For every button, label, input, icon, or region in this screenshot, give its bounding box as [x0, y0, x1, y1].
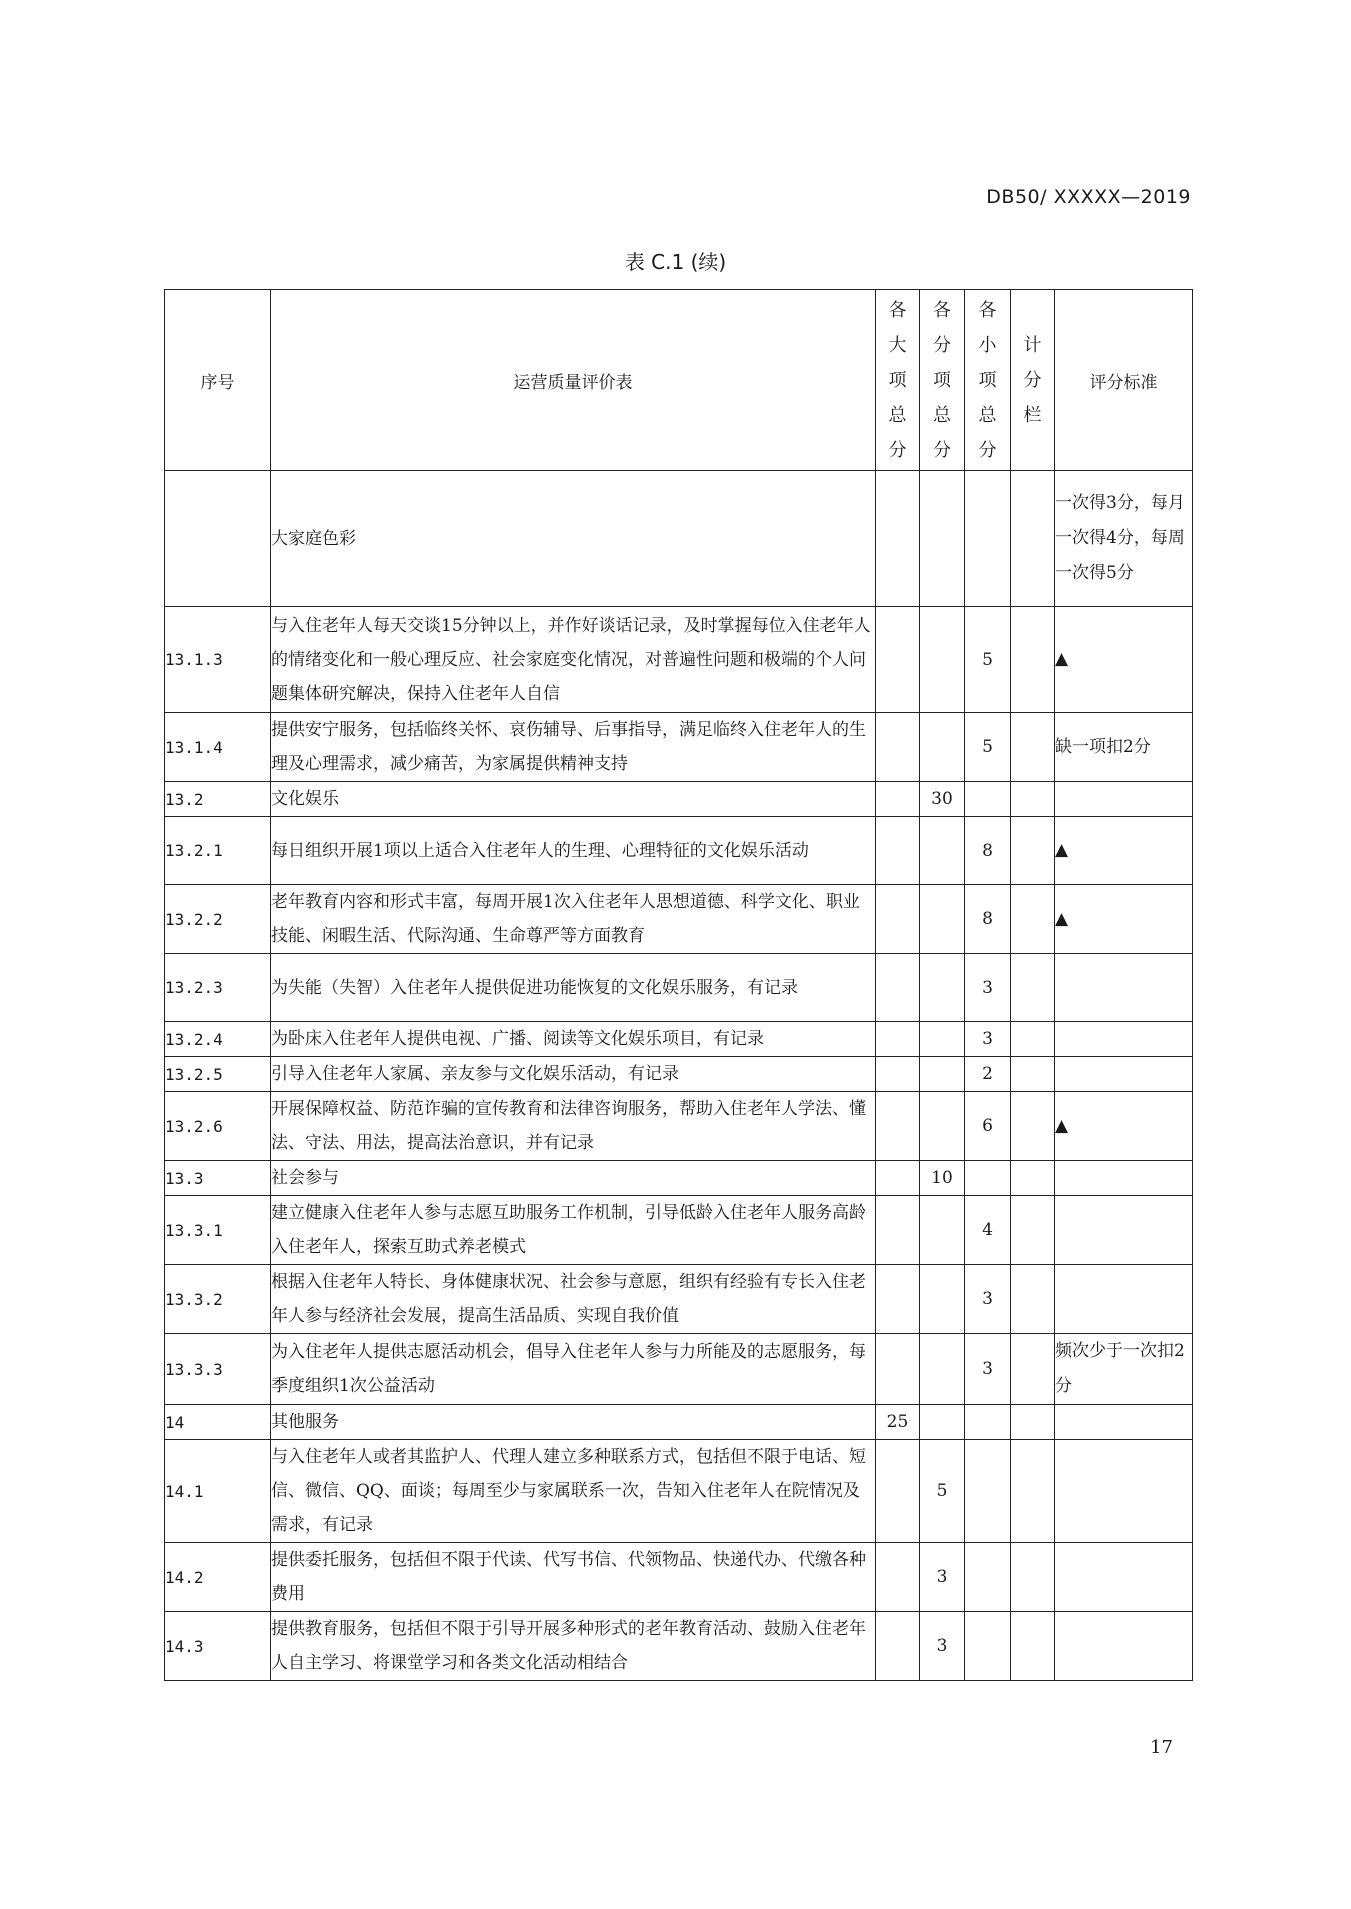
- row-standard-cell: [1055, 1543, 1193, 1612]
- row-standard-cell: [1055, 1440, 1193, 1543]
- table-row: [165, 1543, 1193, 1612]
- table-title: 表 C.1 (续): [624, 250, 727, 274]
- header-item: 运营质量评价表: [271, 290, 876, 471]
- row-number-cell: 14.1: [165, 1440, 271, 1543]
- header-no: 序号: [165, 290, 271, 471]
- row-sub-total-cell: [920, 713, 965, 782]
- table-row: [165, 954, 1193, 1022]
- table-row: [165, 1161, 1193, 1196]
- row-small-total-cell: [965, 471, 1011, 607]
- row-small-total-cell: [965, 1543, 1011, 1612]
- row-score-cell: [1011, 1092, 1055, 1161]
- row-small-total-cell: 6: [965, 1092, 1011, 1161]
- row-score-cell: [1011, 885, 1055, 954]
- row-small-total-cell: 3: [965, 1334, 1011, 1405]
- row-number-cell: 13.2.1: [165, 817, 271, 885]
- row-small-total-cell: [965, 1440, 1011, 1543]
- row-item-cell: 大家庭色彩: [271, 471, 876, 607]
- row-sub-total-cell: 30: [920, 782, 965, 817]
- row-small-total-cell: 5: [965, 713, 1011, 782]
- row-sub-total-cell: 3: [920, 1543, 965, 1612]
- row-sub-total-cell: [920, 471, 965, 607]
- row-score-cell: [1011, 1022, 1055, 1057]
- row-score-cell: [1011, 1196, 1055, 1265]
- row-standard-cell: [1055, 1161, 1193, 1196]
- table-row: [165, 471, 1193, 607]
- row-item-cell: 文化娱乐: [271, 782, 876, 817]
- row-sub-total-cell: [920, 885, 965, 954]
- row-big-total-cell: [876, 817, 920, 885]
- row-small-total-cell: 3: [965, 1265, 1011, 1334]
- row-number-cell: 14: [165, 1405, 271, 1440]
- row-small-total-cell: 3: [965, 954, 1011, 1022]
- row-number-cell: 13.2.4: [165, 1022, 271, 1057]
- row-standard-cell: [1055, 782, 1193, 817]
- row-item-cell: 提供安宁服务，包括临终关怀、哀伤辅导、后事指导，满足临终入住老年人的生理及心理需求，减少痛苦，为家属提供精神支持: [271, 713, 876, 782]
- table-header-row: [165, 290, 1193, 471]
- row-standard-cell: ▲: [1055, 817, 1193, 885]
- row-number-cell: [165, 471, 271, 607]
- row-item-cell: 为卧床入住老年人提供电视、广播、阅读等文化娱乐项目，有记录: [271, 1022, 876, 1057]
- row-item-cell: 与入住老年人每天交谈15分钟以上，并作好谈话记录，及时掌握每位入住老年人的情绪变化和一般心理反应、社会家庭变化情况，对普遍性问题和极端的个人问题集体研究解决，保持入住老年人自信: [271, 607, 876, 713]
- table-row: [165, 817, 1193, 885]
- row-big-total-cell: [876, 782, 920, 817]
- row-standard-cell: [1055, 1265, 1193, 1334]
- row-small-total-cell: 8: [965, 817, 1011, 885]
- header-score-column: [1011, 290, 1055, 471]
- row-big-total-cell: [876, 1022, 920, 1057]
- row-standard-cell: 频次少于一次扣2分: [1055, 1334, 1193, 1405]
- evaluation-table: [164, 289, 1193, 1681]
- row-sub-total-cell: [920, 1334, 965, 1405]
- header-score-label: 计分栏: [1023, 334, 1042, 426]
- row-big-total-cell: [876, 713, 920, 782]
- row-score-cell: [1011, 471, 1055, 607]
- row-standard-cell: [1055, 1196, 1193, 1265]
- row-standard-cell: ▲: [1055, 885, 1193, 954]
- table-row: [165, 713, 1193, 782]
- row-sub-total-cell: [920, 1022, 965, 1057]
- row-item-cell: 社会参与: [271, 1161, 876, 1196]
- row-item-cell: 老年教育内容和形式丰富，每周开展1次入住老年人思想道德、科学文化、职业技能、闲暇生活、代际沟通、生命尊严等方面教育: [271, 885, 876, 954]
- row-sub-total-cell: 3: [920, 1612, 965, 1681]
- row-small-total-cell: 4: [965, 1196, 1011, 1265]
- row-small-total-cell: 2: [965, 1057, 1011, 1092]
- table-row: [165, 1612, 1193, 1681]
- row-number-cell: 13.3.1: [165, 1196, 271, 1265]
- row-score-cell: [1011, 1334, 1055, 1405]
- header-small-total: [965, 290, 1011, 471]
- row-item-cell: 建立健康入住老年人参与志愿互助服务工作机制，引导低龄入住老年人服务高龄入住老年人，探索互助式养老模式: [271, 1196, 876, 1265]
- row-item-cell: 为失能（失智）入住老年人提供促进功能恢复的文化娱乐服务，有记录: [271, 954, 876, 1022]
- header-sub-total: [920, 290, 965, 471]
- row-small-total-cell: 3: [965, 1022, 1011, 1057]
- row-score-cell: [1011, 713, 1055, 782]
- row-big-total-cell: 25: [876, 1405, 920, 1440]
- table-row: [165, 1057, 1193, 1092]
- row-standard-cell: [1055, 954, 1193, 1022]
- row-score-cell: [1011, 1543, 1055, 1612]
- row-number-cell: 13.2.3: [165, 954, 271, 1022]
- row-big-total-cell: [876, 1265, 920, 1334]
- header-standard: 评分标准: [1055, 290, 1193, 471]
- row-item-cell: 其他服务: [271, 1405, 876, 1440]
- row-item-cell: 为入住老年人提供志愿活动机会，倡导入住老年人参与力所能及的志愿服务，每季度组织1次公益活动: [271, 1334, 876, 1405]
- row-big-total-cell: [876, 1161, 920, 1196]
- row-standard-cell: 缺一项扣2分: [1055, 713, 1193, 782]
- row-sub-total-cell: [920, 1196, 965, 1265]
- row-score-cell: [1011, 782, 1055, 817]
- row-score-cell: [1011, 1612, 1055, 1681]
- row-big-total-cell: [876, 1440, 920, 1543]
- row-number-cell: 14.3: [165, 1612, 271, 1681]
- table-row: [165, 782, 1193, 817]
- row-score-cell: [1011, 817, 1055, 885]
- row-big-total-cell: [876, 1092, 920, 1161]
- row-small-total-cell: 5: [965, 607, 1011, 713]
- row-small-total-cell: [965, 1161, 1011, 1196]
- row-item-cell: 引导入住老年人家属、亲友参与文化娱乐活动，有记录: [271, 1057, 876, 1092]
- row-small-total-cell: [965, 1405, 1011, 1440]
- row-score-cell: [1011, 1440, 1055, 1543]
- row-score-cell: [1011, 954, 1055, 1022]
- header-small-total-label: 各小项总分: [978, 299, 997, 461]
- row-score-cell: [1011, 1405, 1055, 1440]
- row-item-cell: 与入住老年人或者其监护人、代理人建立多种联系方式，包括但不限于电话、短信、微信、QQ、面谈；每周至少与家属联系一次，告知入住老年人在院情况及需求，有记录: [271, 1440, 876, 1543]
- row-big-total-cell: [876, 1057, 920, 1092]
- table-row: [165, 1022, 1193, 1057]
- row-standard-cell: [1055, 1612, 1193, 1681]
- row-standard-cell: ▲: [1055, 1092, 1193, 1161]
- row-number-cell: 14.2: [165, 1543, 271, 1612]
- table-row: [165, 1440, 1193, 1543]
- row-item-cell: 提供委托服务，包括但不限于代读、代写书信、代领物品、快递代办、代缴各种费用: [271, 1543, 876, 1612]
- table-row: [165, 1196, 1193, 1265]
- header-sub-total-label: 各分项总分: [933, 299, 951, 461]
- row-item-cell: 开展保障权益、防范诈骗的宣传教育和法律咨询服务，帮助入住老年人学法、懂法、守法、用法，提高法治意识，并有记录: [271, 1092, 876, 1161]
- row-score-cell: [1011, 1265, 1055, 1334]
- row-number-cell: 13.2: [165, 782, 271, 817]
- row-sub-total-cell: [920, 1057, 965, 1092]
- row-big-total-cell: [876, 1334, 920, 1405]
- header-big-total-label: 各大项总分: [888, 299, 907, 461]
- row-number-cell: 13.1.4: [165, 713, 271, 782]
- row-small-total-cell: 8: [965, 885, 1011, 954]
- row-item-cell: 提供教育服务，包括但不限于引导开展多种形式的老年教育活动、鼓励入住老年人自主学习、将课堂学习和各类文化活动相结合: [271, 1612, 876, 1681]
- row-standard-cell: [1055, 1405, 1193, 1440]
- table-row: [165, 607, 1193, 713]
- row-big-total-cell: [876, 885, 920, 954]
- row-small-total-cell: [965, 1612, 1011, 1681]
- row-big-total-cell: [876, 1196, 920, 1265]
- row-sub-total-cell: [920, 1265, 965, 1334]
- row-big-total-cell: [876, 954, 920, 1022]
- page-number: 17: [1150, 1737, 1173, 1758]
- row-sub-total-cell: [920, 1092, 965, 1161]
- row-sub-total-cell: [920, 954, 965, 1022]
- row-big-total-cell: [876, 1612, 920, 1681]
- table-row: [165, 885, 1193, 954]
- document-code: DB50/ XXXXX—2019: [986, 186, 1191, 208]
- row-item-cell: 根据入住老年人特长、身体健康状况、社会参与意愿，组织有经验有专长入住老年人参与经济社会发展，提高生活品质、实现自我价值: [271, 1265, 876, 1334]
- row-sub-total-cell: 10: [920, 1161, 965, 1196]
- row-number-cell: 13.2.6: [165, 1092, 271, 1161]
- row-big-total-cell: [876, 1543, 920, 1612]
- row-sub-total-cell: [920, 607, 965, 713]
- row-number-cell: 13.3: [165, 1161, 271, 1196]
- table-row: [165, 1334, 1193, 1405]
- row-sub-total-cell: [920, 817, 965, 885]
- header-big-total: [876, 290, 920, 471]
- row-score-cell: [1011, 1161, 1055, 1196]
- row-standard-cell: 一次得3分，每月一次得4分，每周一次得5分: [1055, 471, 1193, 607]
- row-number-cell: 13.3.2: [165, 1265, 271, 1334]
- row-sub-total-cell: [920, 1405, 965, 1440]
- row-standard-cell: ▲: [1055, 607, 1193, 713]
- row-number-cell: 13.3.3: [165, 1334, 271, 1405]
- row-score-cell: [1011, 607, 1055, 713]
- row-score-cell: [1011, 1057, 1055, 1092]
- table-row: [165, 1405, 1193, 1440]
- table-row: [165, 1092, 1193, 1161]
- row-item-cell: 每日组织开展1项以上适合入住老年人的生理、心理特征的文化娱乐活动: [271, 817, 876, 885]
- row-small-total-cell: [965, 782, 1011, 817]
- table-row: [165, 1265, 1193, 1334]
- row-number-cell: 13.1.3: [165, 607, 271, 713]
- row-big-total-cell: [876, 607, 920, 713]
- row-number-cell: 13.2.2: [165, 885, 271, 954]
- row-sub-total-cell: 5: [920, 1440, 965, 1543]
- row-number-cell: 13.2.5: [165, 1057, 271, 1092]
- row-big-total-cell: [876, 471, 920, 607]
- row-standard-cell: [1055, 1057, 1193, 1092]
- row-standard-cell: [1055, 1022, 1193, 1057]
